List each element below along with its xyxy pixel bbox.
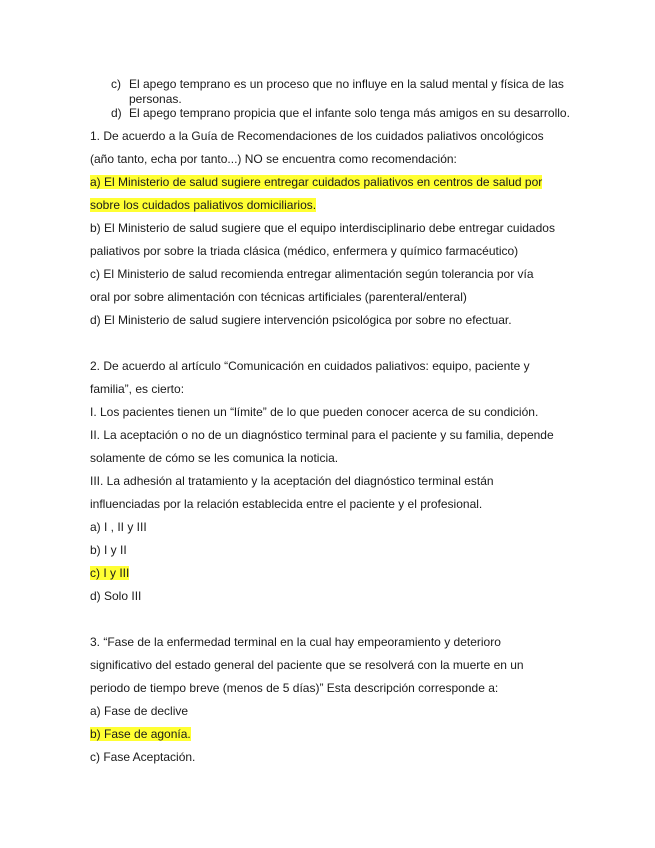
q3-option-b: b) Fase de agonía.: [90, 727, 191, 741]
q2-stem-line-2: familia”, es cierto:: [90, 382, 185, 396]
q1-option-c-line-1: c) El Ministerio de salud recomienda entregar alimentación según tolerancia por vía: [90, 267, 534, 281]
q3-stem-line-1: 3. “Fase de la enfermedad terminal en la cual hay empeoramiento y deterioro: [90, 635, 501, 649]
q1-option-b-line-1: b) El Ministerio de salud sugiere que el equipo interdisciplinario debe entregar cuidados: [90, 221, 555, 235]
q2-statement-2-line-2: solamente de cómo se les comunica la noticia.: [90, 451, 339, 465]
q1-option-a-line-2: sobre los cuidados paliativos domiciliarios.: [90, 198, 317, 212]
q2-statement-2-line-1: II. La aceptación o no de un diagnóstico terminal para el paciente y su familia, depende: [90, 428, 554, 442]
q2-option-b: b) I y II: [90, 543, 127, 557]
q2-option-a: a) I , II y III: [90, 520, 147, 534]
q3-option-c: c) Fase Aceptación.: [90, 750, 196, 764]
q2-statement-3-line-1: III. La adhesión al tratamiento y la aceptación del diagnóstico terminal están: [90, 474, 494, 488]
q3-option-a: a) Fase de declive: [90, 704, 189, 718]
list-item-d-line-1: El apego temprano propicia que el infante solo tenga más amigos en su desarrollo.: [129, 106, 570, 120]
list-item-c-line-1: El apego temprano es un proceso que no influye en la salud mental y física de las: [129, 77, 564, 91]
list-marker-d: d): [111, 106, 122, 120]
q1-option-a-line-1: a) El Ministerio de salud sugiere entregar cuidados paliativos en centros de salud por: [90, 175, 543, 189]
q1-stem-line-1: 1. De acuerdo a la Guía de Recomendaciones de los cuidados paliativos oncológicos: [90, 129, 544, 143]
q3-stem-line-3: periodo de tiempo breve (menos de 5 días)” Esta descripción corresponde a:: [90, 681, 499, 695]
q2-stem-line-1: 2. De acuerdo al artículo “Comunicación en cuidados paliativos: equipo, paciente y: [90, 359, 530, 373]
q2-option-c: c) I y III: [90, 566, 130, 580]
q2-option-d: d) Solo III: [90, 589, 142, 603]
q2-statement-1: I. Los pacientes tienen un “límite” de lo que pueden conocer acerca de su condición.: [90, 405, 539, 419]
q1-option-c-line-2: oral por sobre alimentación con técnicas artificiales (parenteral/enteral): [90, 290, 467, 304]
q1-stem-line-2: (año tanto, echa por tanto...) NO se encuentra como recomendación:: [90, 152, 457, 166]
q2-statement-3-line-2: influenciadas por la relación establecida entre el paciente y el profesional.: [90, 497, 483, 511]
list-marker-c: c): [111, 77, 121, 91]
q1-option-b-line-2: paliativos por sobre la triada clásica (médico, enfermera y químico farmacéutico): [90, 244, 519, 258]
list-item-c-line-2: personas.: [129, 92, 182, 106]
q3-stem-line-2: significativo del estado general del paciente que se resolverá con la muerte en un: [90, 658, 524, 672]
q1-option-d: d) El Ministerio de salud sugiere intervención psicológica por sobre no efectuar.: [90, 313, 512, 327]
